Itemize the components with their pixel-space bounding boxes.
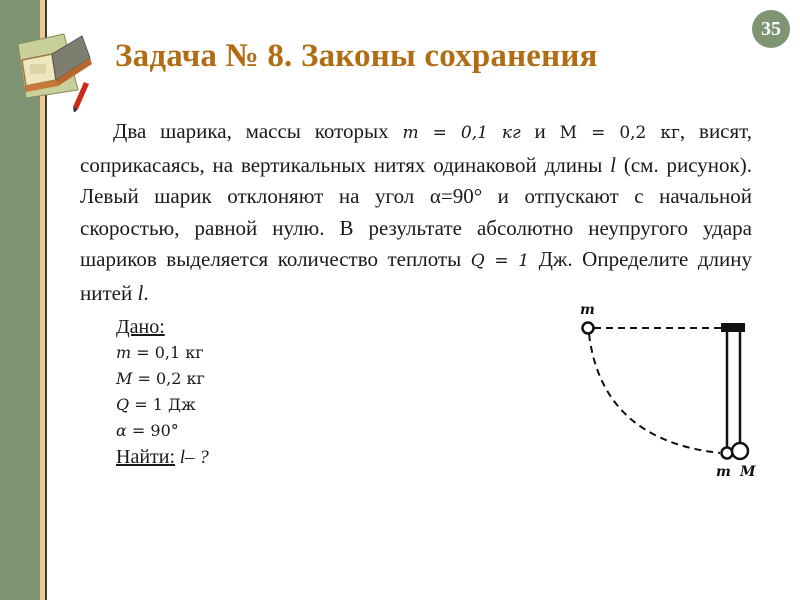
given-value: = 90° (126, 421, 179, 440)
given-value: = 1 Дж (129, 395, 196, 414)
find-label: Найти: (116, 446, 176, 468)
angle-expression: α=90° (429, 184, 483, 208)
label-m-bottom: m (716, 464, 731, 480)
suspension-block (721, 323, 745, 332)
problem-text-part: , висят, соприкасаясь, на вертикальных нитях одинаковой длины (80, 119, 753, 177)
problem-text-part: Два шарика, массы которых (113, 119, 403, 143)
problem-text-part: и отпускают с начальной скоростью, равной нулю. В результате абсолютно неупругого удара шариков выделяется количество теплоты (80, 184, 752, 271)
mass-M-expression: M = 0,2 кг (559, 123, 680, 143)
find-row (116, 444, 209, 471)
label-m-top: m (580, 302, 595, 318)
page-number-badge (752, 10, 790, 48)
given-value: = 0,2 кг (132, 369, 205, 388)
arc-trajectory (589, 334, 720, 453)
ball-m-raised (583, 323, 594, 334)
given-symbol: Q (116, 395, 130, 414)
given-row-m (116, 340, 209, 366)
given-value: = 0,1 кг (131, 343, 204, 362)
page-number: 35 (761, 17, 781, 40)
given-symbol: M (116, 369, 133, 388)
given-block (116, 314, 209, 471)
given-symbol: α (116, 421, 127, 440)
problem-text-part: (см. рисунок). Левый шарик отклоняют на угол (80, 152, 752, 208)
problem-text-part: . (143, 280, 149, 305)
given-symbol: m (116, 343, 132, 362)
heat-expression: Q = 1 (470, 251, 530, 271)
given-row-Q (116, 392, 209, 418)
problem-text-part: Дж. Определите длину нитей (80, 247, 752, 305)
problem-text (80, 116, 752, 309)
slide-title: Задача № 8. Законы сохранения (115, 38, 598, 74)
ball-M (732, 443, 748, 459)
given-row-alpha (116, 418, 209, 444)
length-symbol: l (137, 280, 144, 305)
mass-m-expression: m = 0,1 кг (402, 123, 521, 143)
given-header: Дано: (116, 316, 165, 338)
given-row-M (116, 366, 209, 392)
find-value: l– ? (175, 447, 209, 468)
length-symbol: l (610, 152, 616, 177)
label-M-bottom: M (740, 464, 756, 480)
pendulum-diagram (560, 290, 780, 490)
ball-m (722, 448, 733, 459)
book-pencil-icon (12, 16, 96, 112)
problem-text-part: и (520, 119, 560, 143)
